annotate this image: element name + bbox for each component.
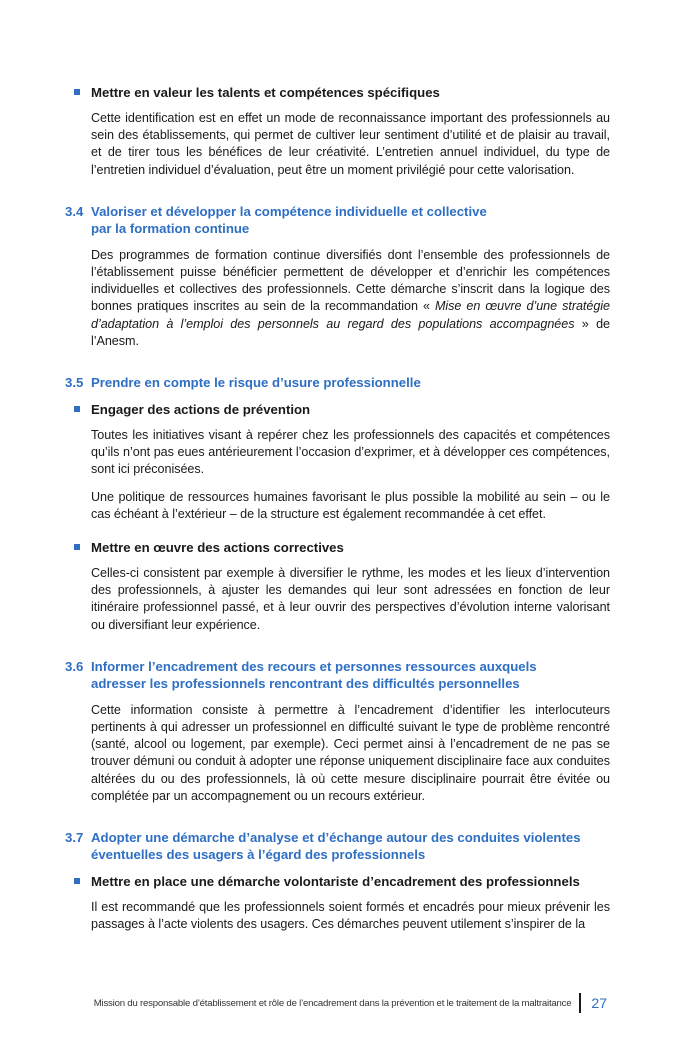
square-bullet-icon	[74, 544, 80, 550]
bullet-heading	[65, 873, 610, 890]
paragraph	[91, 565, 610, 634]
section-title-line: adresser les professionnels rencontrant des difficultés personnelles	[91, 675, 520, 691]
section-number: 3.7	[65, 830, 84, 846]
paragraph	[91, 702, 610, 805]
section-heading	[65, 374, 610, 391]
bullet-heading	[65, 401, 610, 418]
paragraph-text: Une politique de ressources humaines favorisant le plus possible la mobilité au sein – ou le cas échéant à l’extérieur – de la structure est également recommandée à cet effet.	[91, 489, 610, 521]
spacer	[65, 189, 610, 203]
bullet-heading-text: Mettre en valeur les talents et compétences spécifiques	[91, 85, 440, 100]
paragraph	[91, 110, 610, 179]
square-bullet-icon	[74, 878, 80, 884]
section-heading	[65, 658, 610, 692]
section-title-line: éventuelles des usagers à l’égard des professionnels	[91, 847, 426, 863]
section-title-line: par la formation continue	[91, 220, 250, 236]
section-number: 3.6	[65, 658, 84, 674]
spacer	[65, 644, 610, 658]
bullet-heading-text: Mettre en place une démarche volontariste d’encadrement des professionnels	[91, 874, 580, 890]
bullet-heading-text: Engager des actions de prévention	[91, 402, 311, 418]
paragraph	[91, 427, 610, 479]
page-footer	[94, 992, 607, 1014]
bullet-heading	[65, 539, 610, 556]
square-bullet-icon	[74, 406, 80, 412]
footer-divider	[579, 993, 581, 1013]
section-number: 3.5	[65, 375, 84, 391]
paragraph	[91, 489, 610, 523]
spacer	[65, 815, 610, 829]
section-title-line: Adopter une démarche d’analyse et d’échange autour des conduites violentes	[91, 830, 581, 846]
section-title-line: Valoriser et développer la compétence individuelle et collective	[91, 203, 487, 219]
paragraph	[91, 247, 610, 350]
section-heading	[65, 203, 610, 237]
paragraph-text: Cette identification est en effet un mode de reconnaissance important des professionnels au sein des établissements, qui permet de cultiver leur sentiment d’utilité et de plaisir au travail, et de tirer tous les bénéfices de leur créativité. L’entretien annuel individuel, du type de l’entretien individuel d’évaluation, peut être un moment privilégié pour cette valorisation.	[91, 111, 610, 177]
section-number: 3.4	[65, 203, 84, 219]
paragraph	[91, 899, 610, 933]
bullet-heading	[65, 84, 610, 101]
section-title-line: Prendre en compte le risque d’usure professionnelle	[91, 375, 421, 391]
bullet-heading-text: Mettre en œuvre des actions correctives	[91, 540, 344, 556]
footer-title: Mission du responsable d’établissement et rôle de l’encadrement dans la prévention et le traitement de la maltraitance	[93, 997, 572, 1009]
cited-title: Mise en œuvre d’une stratégie d’adaptation à l’emploi des personnels au regard des populations accompagnées	[91, 299, 610, 331]
section-heading	[65, 829, 610, 863]
paragraph-text: Cette information consiste à permettre à l’encadrement d’identifier les interlocuteurs pertinents à qui adresser un professionnel en difficulté suivant le type de problème rencontré (santé, alcool ou logement, par exemple). Ceci permet ainsi à l’encadrement de ne pas se trouver démuni ou conduit à adopter une réponse uniquement disciplinaire face aux conduites altérées du ou des professionnels, là où cette mesure disciplinaire pourrait être évitée ou complétée par un accompagnement ou un recours extérieur.	[91, 702, 610, 803]
paragraph-text: Toutes les initiatives visant à repérer chez les professionnels des capacités et compétences qu’ils n’ont pas eues antérieurement l’occasion d’exprimer, et à développer ces compétences, sont ici préconisées.	[91, 428, 610, 477]
page-number: 27	[591, 995, 607, 1011]
section-title-line: Informer l’encadrement des recours et personnes ressources auxquels	[91, 658, 537, 674]
paragraph-text: Des programmes de formation continue diversifiés dont l’ensemble des professionnels de l’établissement puisse bénéficier permettent de développer et d’enrichir les compétences individuelles et collectives des professionnels. Cette démarche s’inscrit dans la logique des bonnes pratiques inscrites au sein de la recommandation «	[91, 247, 610, 314]
square-bullet-icon	[74, 89, 80, 95]
paragraph-text: Il est recommandé que les professionnels soient formés et encadrés pour mieux prévenir les passages à l’acte violents des usagers. Ces démarches peuvent utilement s’inspirer de la	[91, 900, 610, 932]
paragraph-text: Celles-ci consistent par exemple à diversifier le rythme, les modes et les lieux d’intervention des professionnels, à ajuster les demandes qui leur sont adressées en fonction de leur itinéraire professionnel passé, et à leur ouvrir des perspectives d’évolution interne valorisant ou diversifiant leur expérience.	[91, 566, 610, 632]
spacer	[65, 360, 610, 374]
page-content	[65, 84, 610, 943]
paragraph-text: » de l’Anesm.	[91, 316, 610, 348]
